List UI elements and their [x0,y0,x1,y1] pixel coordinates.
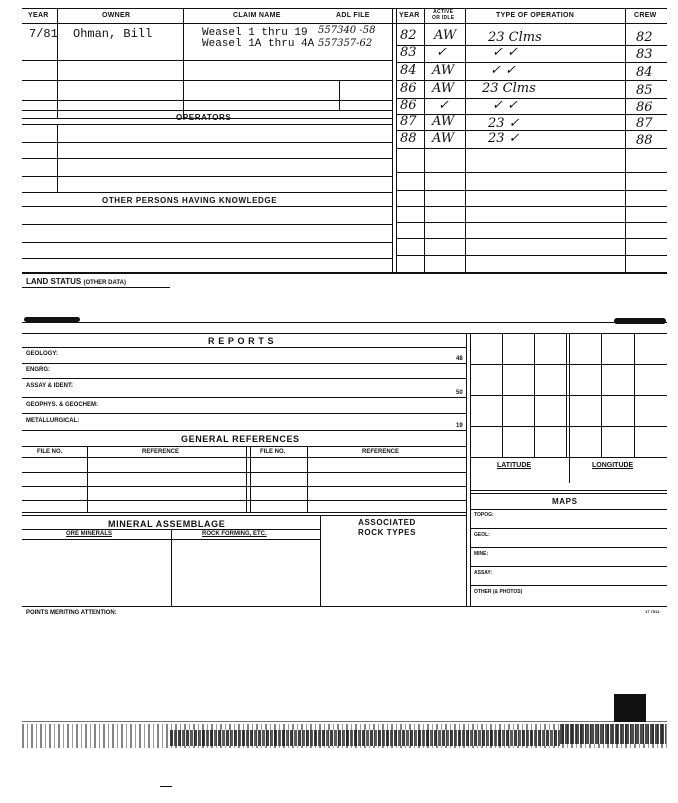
latitude-label: LATITUDE [497,462,532,469]
rock-types-label: ROCK TYPES [358,528,417,537]
active-idle-header [432,9,454,21]
land-status-heading: LAND STATUS [26,277,82,286]
activity-operation: ✓ ✓ [492,98,518,113]
report-metallurgical-label: METALLURGICAL: [26,418,80,424]
mineral-assemblage-heading: MINERAL ASSEMBLAGE [108,519,226,529]
ref-reference-1: REFERENCE [142,449,180,455]
year-header: YEAR [28,12,49,19]
owner-header: OWNER [102,12,131,19]
operators-heading: OPERATORS [176,113,232,122]
activity-year: 84 [400,63,417,78]
activity-crew: 85 [636,83,653,98]
maps-heading: MAPS [552,497,578,506]
maps-assay: ASSAY: [474,570,493,576]
report-assay-label: ASSAY & IDENT: [26,383,74,389]
longitude-label: LONGITUDE [592,462,634,469]
maps-topog: TOPOG: [474,512,494,518]
entry-claim-1: Weasel 1 thru 19 [202,27,308,39]
ref-reference-2: REFERENCE [362,449,400,455]
entry-year: 7/81 [29,27,58,41]
report-assay-num: 50 [456,390,463,396]
or-idle-label: OR IDLE [432,15,455,21]
activity-status: AW [432,114,455,129]
active-label: ACTIVE [433,9,454,15]
maps-mine: MINE: [474,551,489,557]
entry-claim-2: Weasel 1A thru 4A [202,38,315,50]
activity-operation: 23 Clms [482,81,536,96]
entry-owner: Ohman, Bill [73,27,153,41]
activity-status: ✓ [436,45,447,60]
associated-rock-types-heading [358,518,416,538]
activity-year: 88 [400,131,417,146]
activity-operation: 23 Clms [488,30,542,45]
general-references-heading: GENERAL REFERENCES [181,434,300,444]
activity-status: AW [432,131,455,146]
activity-status: ✓ [438,98,449,113]
crew-header: CREW [634,12,657,19]
entry-file-1: 557340 -58 [318,25,376,36]
maps-geol: GEOL: [474,532,490,538]
ref-file-no-2: FILE NO. [260,449,286,455]
activity-crew: 87 [636,116,653,131]
activity-year: 86 [400,98,417,113]
activity-year: 86 [400,81,417,96]
land-status-subheading: (OTHER DATA) [83,280,126,286]
points-meriting-attention-label: POINTS MERITING ATTENTION: [26,610,117,616]
rock-forming-header: ROCK FORMING, ETC. [202,531,267,537]
other-persons-heading: OTHER PERSONS HAVING KNOWLEDGE [102,196,278,205]
maps-other: OTHER (& PHOTOS) [474,589,523,595]
report-geophys-label: GEOPHYS. & GEOCHEM: [26,402,99,408]
adl-file-header: ADL FILE [336,12,370,19]
type-of-operation-header: TYPE OF OPERATION [496,12,575,19]
activity-year: 87 [400,114,417,129]
activity-status: AW [432,81,455,96]
activity-crew: 88 [636,133,653,148]
report-engrg-label: ENGRG: [26,367,50,373]
entry-file-2: 557357-62 [318,38,373,49]
activity-crew: 82 [636,30,653,45]
activity-year: 83 [400,45,417,60]
form-number: 17 7512 [645,609,660,614]
activity-crew: 86 [636,100,653,115]
activity-operation: 23 ✓ [488,131,520,146]
activity-year: 82 [400,28,417,43]
activity-status: AW [434,28,457,43]
claim-name-header: CLAIM NAME [233,12,281,19]
associated-label: ASSOCIATED [358,518,416,527]
activity-crew: 84 [636,65,653,80]
activity-operation: ✓ ✓ [492,45,518,60]
ore-minerals-header: ORE MINERALS [66,531,113,537]
activity-operation: ✓ ✓ [490,63,516,78]
report-geology-label: GEOLOGY: [26,351,58,357]
year-header-2: YEAR [399,12,420,19]
activity-status: AW [432,63,455,78]
ref-file-no-1: FILE NO. [37,449,63,455]
reports-heading: R E P O R T S [208,336,275,346]
activity-crew: 83 [636,47,653,62]
activity-operation: 23 ✓ [488,116,520,131]
report-geology-num: 48 [456,356,463,362]
report-metallurgical-num: 19 [456,423,463,429]
